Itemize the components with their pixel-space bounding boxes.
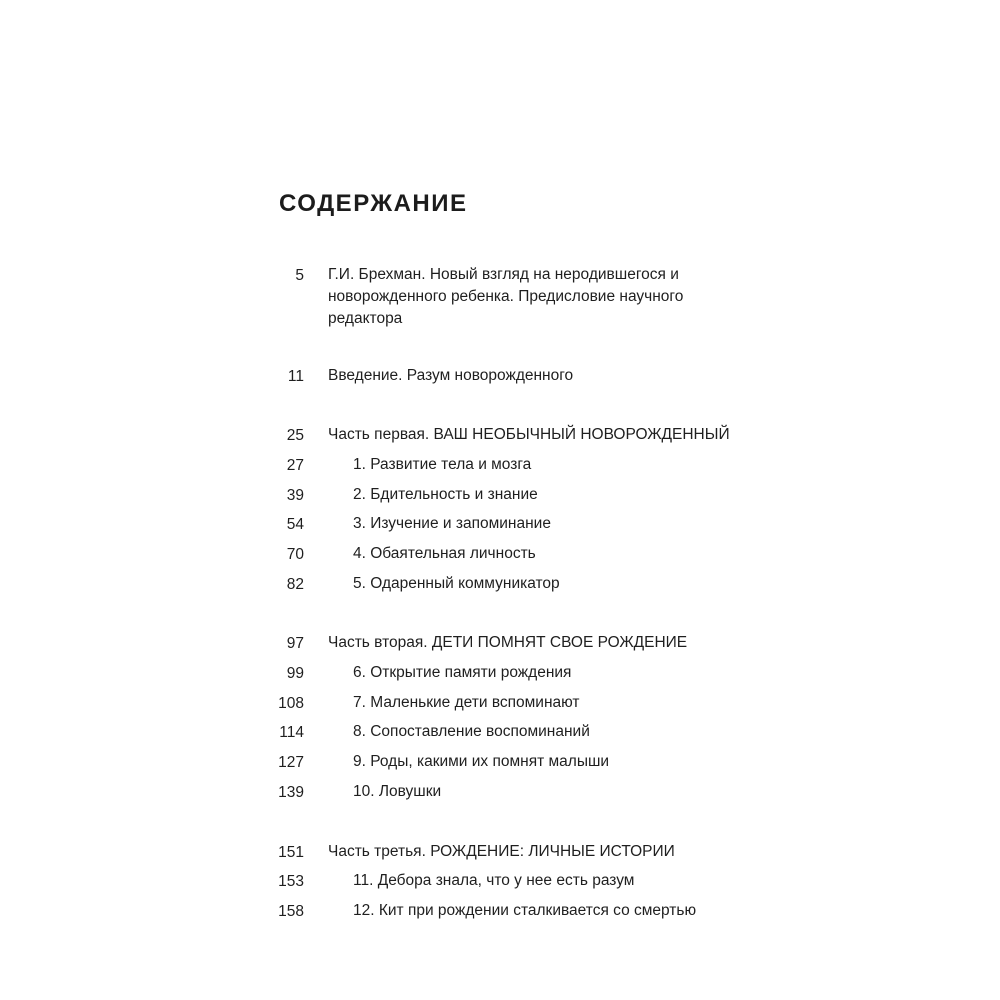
toc-entry-title: 7. Маленькие дети вспоминают	[353, 694, 580, 711]
toc-page-number: 25	[286, 427, 304, 444]
toc-page-number: 27	[286, 457, 304, 474]
toc-page-number: 11	[287, 368, 304, 385]
toc-entry-chapter-10	[0, 781, 1000, 805]
toc-entry-part-one	[0, 424, 1000, 448]
toc-entry-chapter-5	[0, 573, 1000, 597]
toc-entry-title: Часть первая. ВАШ НЕОБЫЧНЫЙ НОВОРОЖДЕННЫЙ	[328, 426, 730, 443]
toc-entry-chapter-9	[0, 751, 1000, 775]
toc-entry-title	[328, 264, 718, 330]
toc-entry-title-line: Г.И. Брехман. Новый взгляд на неродившегося и	[328, 266, 679, 283]
toc-page-number: 99	[286, 665, 304, 682]
toc-entry-title: 4. Обаятельная личность	[353, 545, 536, 562]
toc-entry-title: 3. Изучение и запоминание	[353, 515, 551, 532]
toc-entry-title: 9. Роды, какими их помнят малыши	[353, 753, 610, 770]
toc-entry-title: 6. Открытие памяти рождения	[353, 664, 572, 681]
toc-entry-chapter-4	[0, 543, 1000, 567]
toc-entry-part-three	[0, 841, 1000, 865]
toc-entry-title: Введение. Разум новорожденного	[328, 367, 574, 384]
toc-page-number: 139	[278, 784, 304, 801]
toc-page-number: 108	[278, 695, 304, 712]
toc-entry-title: Часть вторая. ДЕТИ ПОМНЯТ СВОЕ РОЖДЕНИЕ	[328, 634, 688, 651]
toc-page-number: 82	[286, 576, 304, 593]
toc-entry-chapter-3	[0, 513, 1000, 537]
toc-page-number: 5	[295, 267, 304, 284]
toc-entry-title: 5. Одаренный коммуникатор	[353, 575, 560, 592]
toc-entry-title-line: редактора	[328, 310, 403, 327]
toc-entry-part-two	[0, 632, 1000, 656]
toc-page-number: 54	[286, 516, 304, 533]
toc-entry-chapter-8	[0, 721, 1000, 745]
toc-entry-chapter-7	[0, 692, 1000, 716]
toc-entry-chapter-11	[0, 870, 1000, 894]
toc-entry-chapter-2	[0, 484, 1000, 508]
toc-page-number: 39	[286, 487, 304, 504]
toc-page-number: 158	[278, 903, 304, 920]
toc-entry-title: 1. Развитие тела и мозга	[353, 456, 532, 473]
toc-entry-title: 12. Кит при рождении сталкивается со смертью	[353, 902, 697, 919]
toc-page-number: 151	[278, 844, 304, 861]
toc-page-number: 153	[278, 873, 304, 890]
toc-entry-title-line: новорожденного ребенка. Предисловие научного	[328, 288, 684, 305]
toc-page-number: 127	[278, 754, 304, 771]
toc-entry-title: 2. Бдительность и знание	[353, 486, 538, 503]
toc-entry-chapter-12	[0, 900, 1000, 924]
toc-entry-chapter-1	[0, 454, 1000, 478]
toc-entry-title: Часть третья. РОЖДЕНИЕ: ЛИЧНЫЕ ИСТОРИИ	[328, 843, 675, 860]
toc-entry-title: 10. Ловушки	[353, 783, 442, 800]
toc-page-number: 70	[286, 546, 304, 563]
toc-page-number: 114	[279, 724, 304, 741]
toc-entry-chapter-6	[0, 662, 1000, 686]
toc-entry-introduction	[0, 365, 1000, 389]
page-title: СОДЕРЖАНИЕ	[279, 190, 468, 217]
toc-entry-title: 11. Дебора знала, что у нее есть разум	[353, 872, 635, 889]
toc-entry-foreword	[0, 264, 1000, 327]
toc-entry-title: 8. Сопоставление воспоминаний	[353, 723, 590, 740]
toc-page-number: 97	[286, 635, 304, 652]
